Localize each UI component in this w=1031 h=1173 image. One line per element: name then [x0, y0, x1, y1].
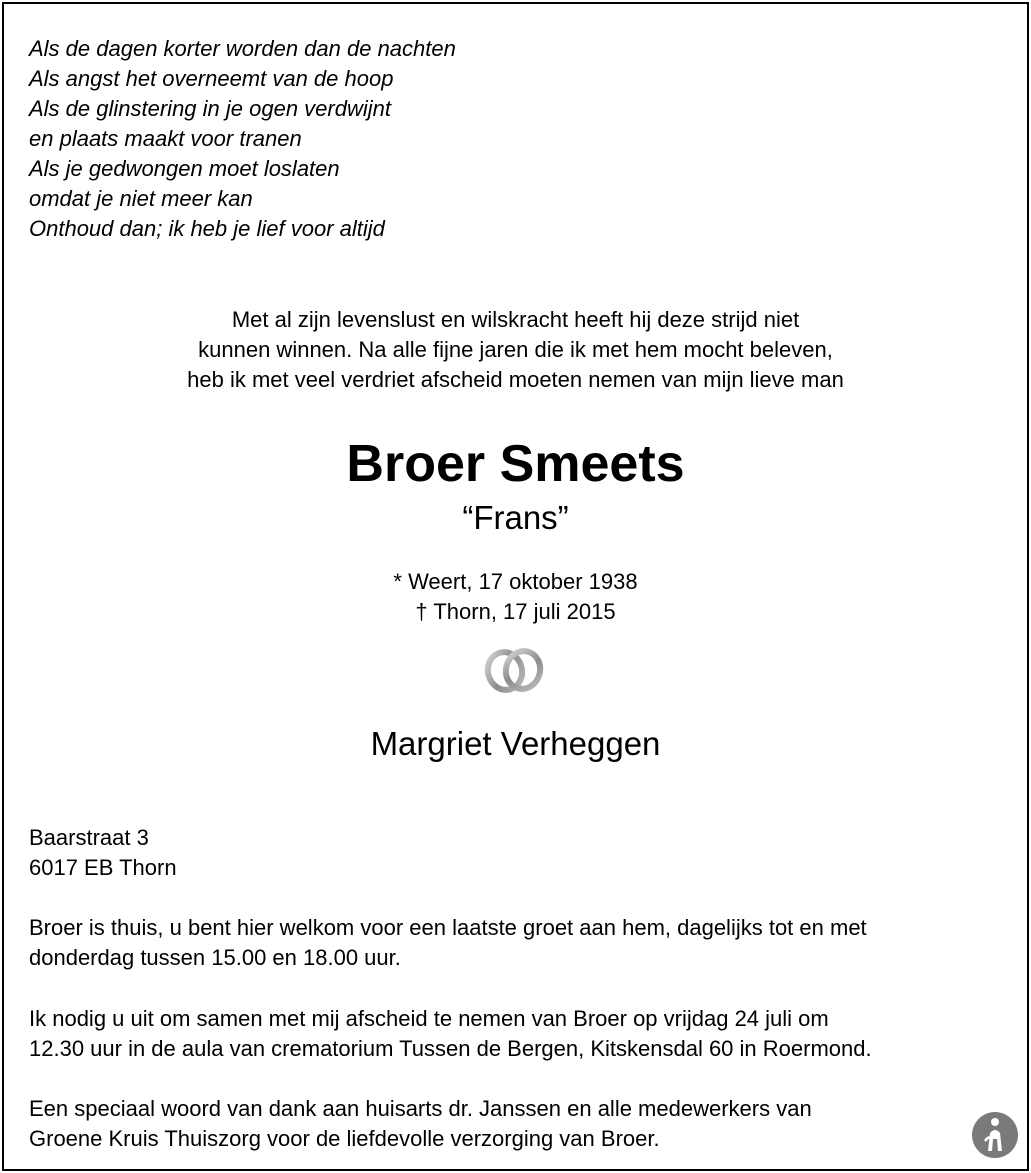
paragraph-line: Een speciaal woord van dank aan huisarts dr. Janssen en alle medewerkers van	[29, 1096, 812, 1121]
poem-line: Als de glinstering in je ogen verdwijnt	[29, 96, 391, 121]
address-city: 6017 EB Thorn	[29, 855, 177, 880]
thanks-paragraph	[29, 1094, 1009, 1154]
intro-text	[0, 305, 1031, 395]
farewell-paragraph	[29, 1004, 1009, 1064]
wedding-rings-icon	[480, 644, 550, 696]
intro-line: Met al zijn levenslust en wilskracht heeft hij deze strijd niet	[231, 307, 800, 332]
poem-line: Onthoud dan; ik heb je lief voor altijd	[29, 216, 385, 241]
paragraph-line: 12.30 uur in de aula van crematorium Tussen de Bergen, Kitskensdal 60 in Roermond.	[29, 1036, 872, 1061]
poem-line: Als je gedwongen moet loslaten	[29, 156, 340, 181]
poem-line: Als de dagen korter worden dan de nachten	[29, 36, 456, 61]
poem-line: en plaats maakt voor tranen	[29, 126, 302, 151]
deceased-name: Broer Smeets	[346, 435, 685, 493]
poem	[29, 34, 456, 244]
address-block	[29, 823, 1009, 883]
deceased-nickname: “Frans”	[462, 499, 569, 536]
intro-line: heb ik met veel verdriet afscheid moeten nemen van mijn lieve man	[187, 367, 844, 392]
paragraph-line: Broer is thuis, u bent hier welkom voor een laatste groet aan hem, dagelijks tot en met	[29, 915, 867, 940]
paragraph-line: donderdag tussen 15.00 en 18.00 uur.	[29, 945, 401, 970]
birth-date: * Weert, 17 oktober 1938	[393, 569, 638, 594]
intro-line: kunnen winnen. Na alle fijne jaren die ik met hem mocht beleven,	[198, 337, 833, 362]
publisher-logo-icon	[971, 1111, 1019, 1159]
life-dates	[0, 567, 1031, 627]
address-street: Baarstraat 3	[29, 825, 149, 850]
poem-line: Als angst het overneemt van de hoop	[29, 66, 394, 91]
visit-paragraph	[29, 913, 1009, 973]
death-date: † Thorn, 17 juli 2015	[415, 599, 616, 624]
partner-name: Margriet Verheggen	[370, 725, 661, 762]
paragraph-line: Groene Kruis Thuiszorg voor de liefdevolle verzorging van Broer.	[29, 1126, 660, 1151]
paragraph-line: Ik nodig u uit om samen met mij afscheid te nemen van Broer op vrijdag 24 juli om	[29, 1006, 829, 1031]
poem-line: omdat je niet meer kan	[29, 186, 253, 211]
